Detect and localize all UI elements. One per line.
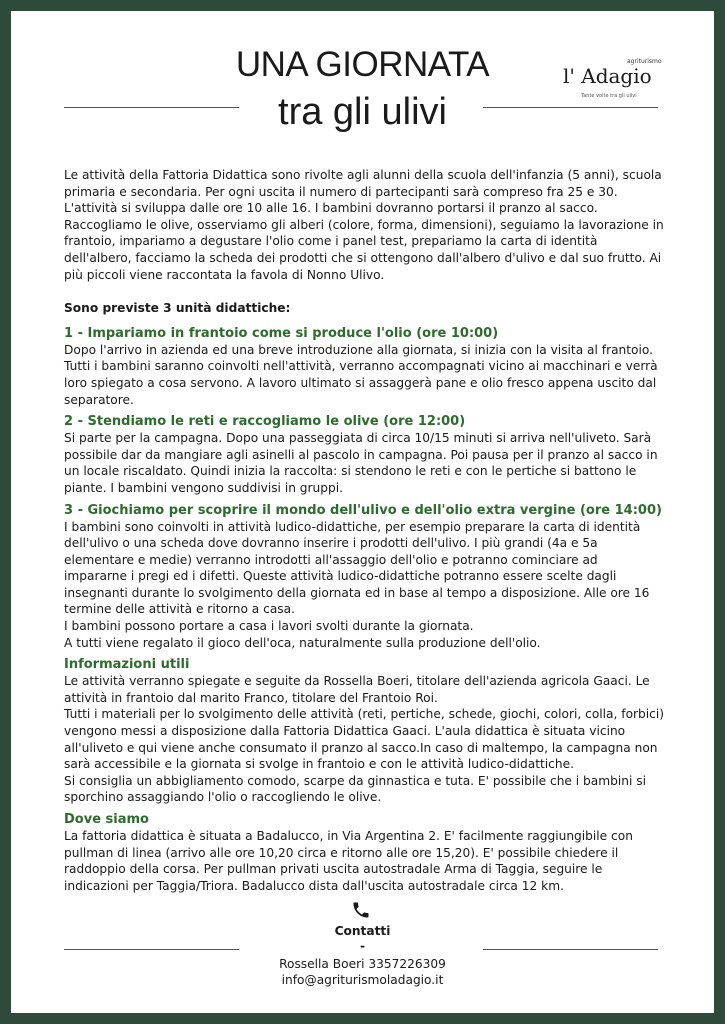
unit-1-text: Dopo l'arrivo in azienda ed una breve introduzione alla giornata, si inizia con la visita al frantoio. Tutti i bambini saranno coinvolti nell'attività, verranno accompagnati vicino ai macchinari e verrà loro spiegato a cosa servono. A lavoro ultimato si assaggerà pane e olio fresco appena uscito dal separatore. (64, 342, 658, 407)
unit-2 (64, 413, 664, 496)
unit-3-title: 3 - Giochiamo per scoprire il mondo dell'ulivo e dell'olio extra vergine (ore 14:00) (64, 502, 662, 518)
main-content (64, 167, 664, 894)
units-label: Sono previste 3 unità didattiche: (64, 301, 291, 316)
info-paragraph-3: Si consiglia un abbigliamento comodo, scarpe da ginnastica e tuta. E' possibile che i bambini si sporchino assaggiando l'olio o raccogliendo le olive. (64, 773, 646, 805)
contacts-title: Contatti (334, 924, 391, 938)
info-section (64, 656, 664, 806)
page (11, 11, 714, 1013)
info-paragraph-2: Tutti i materiali per lo svolgimento delle attività (reti, pertiche, schede, giochi, colori, colla, forbici) vengono messi a disposizione dalla Fattoria Didattica Gaaci. L'aula didattica è situata vicino all'uliveto e qui viene anche consumato il pranzo al sacco.In caso di maltempo, la campagna non sarà accessibile e la giornata si svolge in frantoio e con le attività ludico-didattiche. (64, 707, 664, 772)
unit-2-text: Si parte per la campagna. Dopo una passeggiata di circa 10/15 minuti si arriva nell'uliveto. Sarà possibile dar da mangiare agli asinelli al pascolo in campagna. Poi pausa per il pranzo al sacco in un locale riscaldato. Quindi inizia la raccolta: si stendono le reti e con le pertiche si battono le piante. I bambini vengono suddivisi in gruppi. (64, 431, 658, 495)
unit-3 (64, 502, 664, 652)
unit-1 (64, 325, 664, 408)
location-title: Dove siamo (64, 812, 149, 827)
unit-1-title: 1 - Impariamo in frantoio come si produce l'olio (ore 10:00) (64, 325, 499, 341)
contact-email[interactable]: info@agriturismoladagio.it (281, 973, 444, 987)
info-paragraph-1: Le attività verranno spiegate e seguite da Rossella Boeri, titolare dell'azienda agricola Gaaci. Le attività in frantoio dal marito Franco, titolare del Frantoio Roi. (64, 674, 650, 705)
footer-rule-left (64, 949, 239, 950)
unit-3-text-3: A tutti viene regalato il gioco dell'oca, naturalmente sulla produzione dell'olio. (64, 635, 541, 650)
contact-name-phone: Rossella Boeri 3357226309 (279, 957, 446, 971)
info-title: Informazioni utili (64, 657, 190, 673)
footer-rule-right (483, 949, 658, 950)
page-subtitle: tra gli ulivi (278, 91, 447, 133)
intro-paragraph: Le attività della Fattoria Didattica sono rivolte agli alunni della scuola dell'infanzia (5 anni), scuola primaria e secondaria. Per ogni uscita il numero di partecipanti sarà compreso fra 25 e 30. L'attività si sviluppa dalle ore 10 alle 16. I bambini dovranno portarsi il pranzo al sacco. Raccogliamo le olive, osserviamo gli alberi (colore, forma, dimensioni), seguiamo la lavorazione in frantoio, impariamo a degustare l'olio come i panel test, prepariamo la carta di identità dell'albero, facciamo la scheda dei prodotti che si ottengono dall'albero d'ulivo e dal suo frutto. Ai più piccoli viene raccontata la favola di Nonno Ulivo. (64, 168, 664, 282)
contacts-dash: - (359, 939, 366, 953)
logo-text: l' Adagio (563, 64, 652, 88)
unit-3-text-2: I bambini possono portare a casa i lavori svolti durante la giornata. (64, 619, 474, 634)
header-rule-right (483, 107, 658, 108)
location-section (64, 811, 664, 894)
location-text: La fattoria didattica è situata a Badalucco, in Via Argentina 2. E' facilmente raggiungibile con pullman di linea (arrivo alle ore 10,20 circa e ritorno alle ore 15,20). E' possibile chiedere il raddoppio della corsa. Per pullman privati uscita autostradale Arma di Taggia, seguire le indicazioni per Taggia/Triora. Badalucco dista dall'uscita autostradale circa 12 km. (64, 829, 633, 893)
header-rule-left (64, 107, 239, 108)
logo (561, 53, 671, 103)
unit-2-title: 2 - Stendiamo le reti e raccogliamo le olive (ore 12:00) (64, 414, 466, 430)
phone-icon (351, 900, 371, 920)
page-title: UNA GIORNATA (235, 45, 490, 84)
unit-3-text: I bambini sono coinvolti in attività ludico-didattiche, per esempio preparare la carta di identità dell'ulivo o una scheda dove dovranno inserire i prodotti dell'ulivo. I più grandi (4a e 5a elementare e medie) verranno introdotti all'assaggio dell'olio e potranno cominciare ad impararne i pregi ed i difetti. Queste attività ludico-didattiche potranno essere scelte dagli insegnanti durante lo svolgimento della giornata ed in base al tempo a disposizione. Alle ore 16 termine delle attività e ritorno a casa. (64, 519, 650, 617)
logo-small-top: agriturismo (627, 58, 662, 65)
logo-tagline: Tante volte tra gli ulivi (581, 93, 637, 99)
